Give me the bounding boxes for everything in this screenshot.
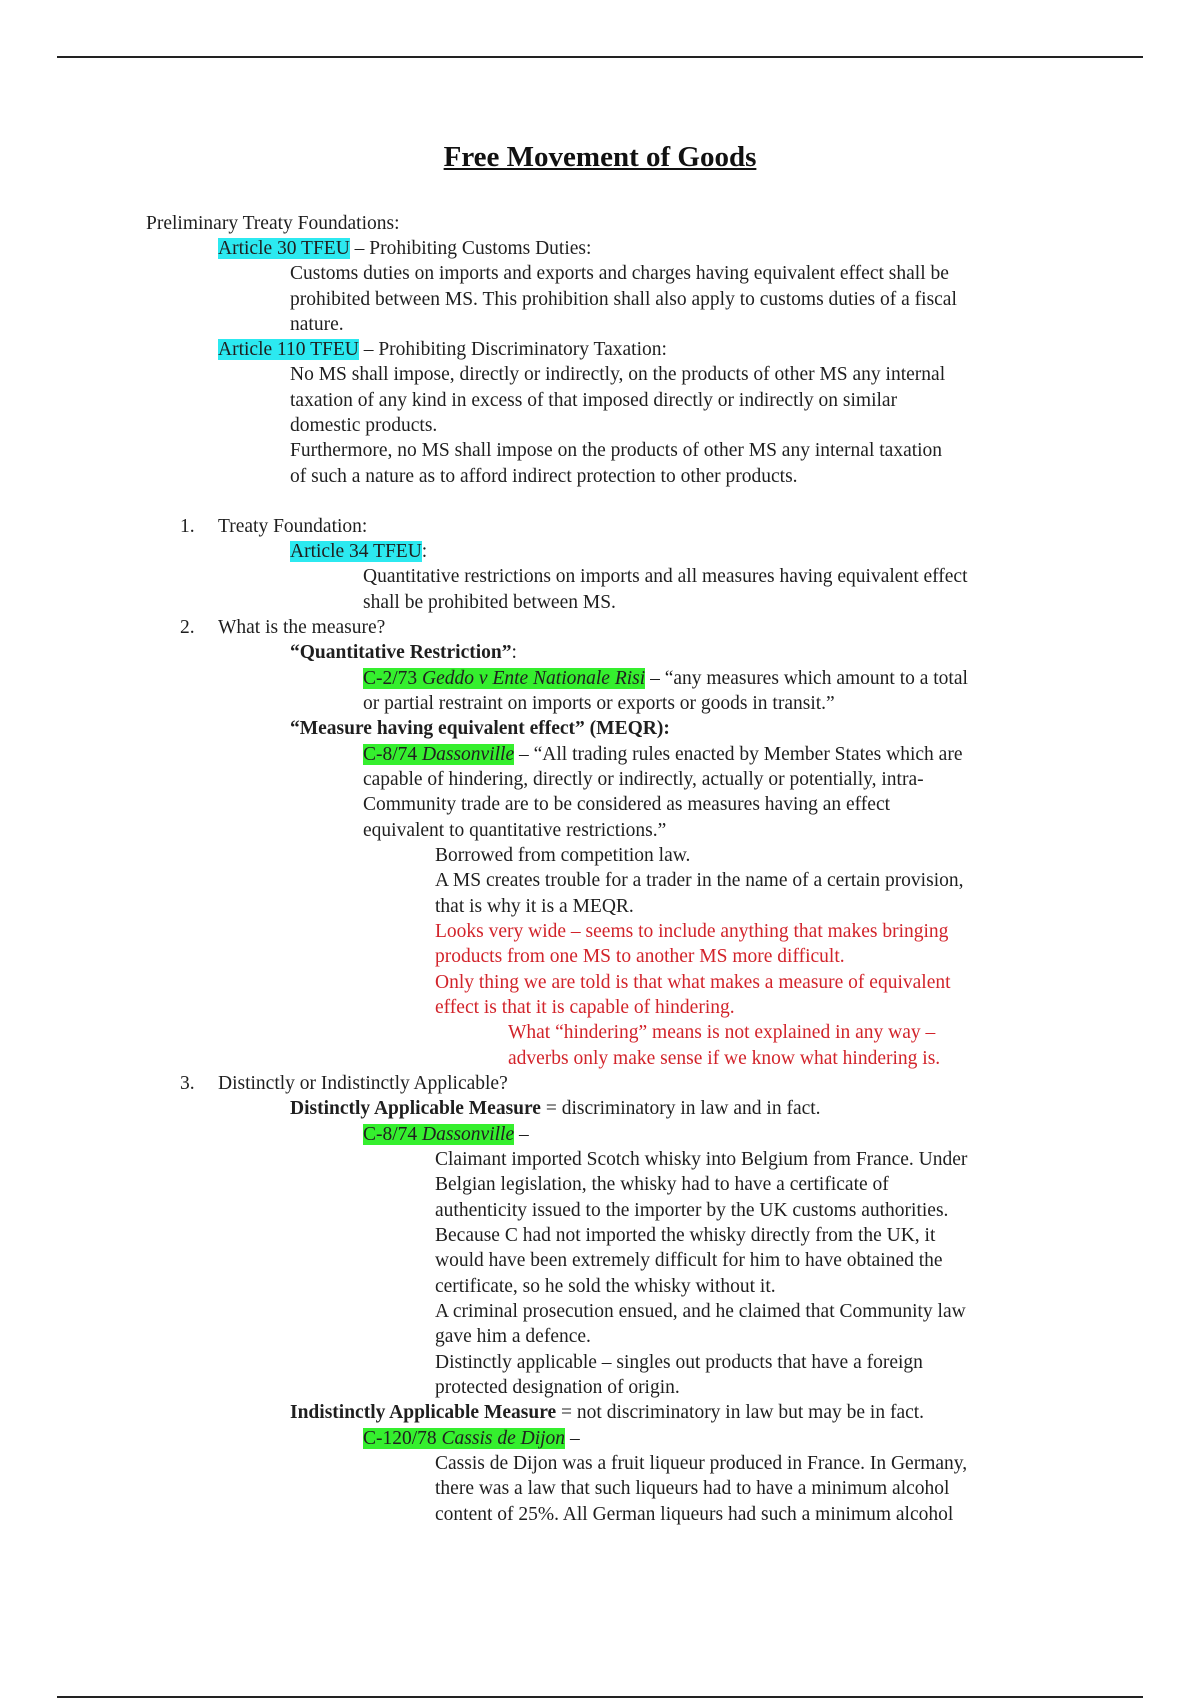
geddo-case-name: Geddo v Ente Nationale Risi bbox=[422, 668, 646, 689]
article-110-ref: Article 110 TFEU bbox=[218, 339, 359, 360]
geddo-case-number: C-2/73 bbox=[363, 668, 418, 689]
dassonville-fact-1: Claimant imported Scotch whisky into Belgium from France. Under bbox=[435, 1149, 968, 1170]
dassonville-fact-5: would have been extremely difficult for him to have obtained the bbox=[435, 1250, 943, 1271]
article-30-ref: Article 30 TFEU bbox=[218, 238, 350, 259]
section-3-number: 3. bbox=[180, 1073, 195, 1094]
footer-rule bbox=[57, 1696, 1143, 1698]
meqr-heading bbox=[290, 716, 670, 741]
article-110-text-4: Furthermore, no MS shall impose on the products of other MS any internal taxation bbox=[290, 440, 943, 461]
dassonville-fact-10: protected designation of origin. bbox=[435, 1377, 680, 1398]
dam-def: = discriminatory in law and in fact. bbox=[540, 1098, 821, 1119]
article-110-label: – Prohibiting Discriminatory Taxation: bbox=[358, 339, 667, 360]
dassonville-def-line bbox=[363, 742, 962, 767]
qr-colon: : bbox=[511, 642, 517, 663]
geddo-text-2: or partial restraint on imports or exports or goods in transit.” bbox=[363, 693, 835, 714]
section-1-number: 1. bbox=[180, 516, 195, 537]
cassis-case-number: C-120/78 bbox=[363, 1428, 437, 1449]
article-110-text-1: No MS shall impose, directly or indirectly, on the products of other MS any internal bbox=[290, 364, 946, 385]
dassonville-case-number-2: C-8/74 bbox=[363, 1124, 418, 1145]
article-34-line bbox=[290, 539, 427, 564]
iam-line bbox=[290, 1400, 924, 1425]
header-rule bbox=[57, 56, 1143, 58]
article-30-line bbox=[218, 236, 591, 261]
dassonville-fact-7: A criminal prosecution ensued, and he claimed that Community law bbox=[435, 1301, 966, 1322]
cassis-dash: – bbox=[565, 1428, 580, 1449]
red-note-4: effect is that it is capable of hindering. bbox=[435, 997, 735, 1018]
article-30-text-3: nature. bbox=[290, 314, 344, 335]
dassonville-fact-4: Because C had not imported the whisky directly from the UK, it bbox=[435, 1225, 936, 1246]
cassis-fact-3: content of 25%. All German liqueurs had such a minimum alcohol bbox=[435, 1504, 954, 1525]
cassis-fact-2: there was a law that such liqueurs had to have a minimum alcohol bbox=[435, 1478, 950, 1499]
article-30-label: – Prohibiting Customs Duties: bbox=[349, 238, 592, 259]
cassis-case-name: Cassis de Dijon bbox=[441, 1428, 566, 1449]
dassonville-def-1: – “All trading rules enacted by Member States which are bbox=[514, 744, 963, 765]
dassonville-fact-9: Distinctly applicable – singles out products that have a foreign bbox=[435, 1352, 923, 1373]
dassonville-dash: – bbox=[514, 1124, 529, 1145]
geddo-case-ref bbox=[363, 668, 645, 689]
dassonville-case-ref bbox=[363, 744, 514, 765]
dassonville-def-3: Community trade are to be considered as measures having an effect bbox=[363, 794, 891, 815]
dassonville-case-number: C-8/74 bbox=[363, 744, 418, 765]
article-30-text-1: Customs duties on imports and exports and charges having equivalent effect shall be bbox=[290, 263, 949, 284]
dassonville-fact-2: Belgian legislation, the whisky had to have a certificate of bbox=[435, 1174, 889, 1195]
red-note-3: Only thing we are told is that what makes a measure of equivalent bbox=[435, 972, 951, 993]
red-note-1: Looks very wide – seems to include anything that makes bringing bbox=[435, 921, 949, 942]
dassonville-def-2: capable of hindering, directly or indirectly, actually or potentially, intra- bbox=[363, 769, 924, 790]
iam-def: = not discriminatory in law but may be in fact. bbox=[556, 1402, 925, 1423]
red-subnote-2: adverbs only make sense if we know what hindering is. bbox=[508, 1048, 941, 1069]
article-110-text-5: of such a nature as to afford indirect protection to other products. bbox=[290, 466, 798, 487]
dam-line bbox=[290, 1096, 821, 1121]
dassonville-case-ref-2 bbox=[363, 1124, 514, 1145]
dassonville-fact-8: gave him a defence. bbox=[435, 1326, 591, 1347]
geddo-line bbox=[363, 666, 968, 691]
dam-label: Distinctly Applicable Measure bbox=[290, 1098, 541, 1119]
note-2: A MS creates trouble for a trader in the name of a certain provision, bbox=[435, 870, 964, 891]
preliminary-heading: Preliminary Treaty Foundations: bbox=[146, 213, 400, 234]
article-34-text-2: shall be prohibited between MS. bbox=[363, 592, 616, 613]
red-note-2: products from one MS to another MS more difficult. bbox=[435, 946, 845, 967]
iam-label: Indistinctly Applicable Measure bbox=[290, 1402, 557, 1423]
qr-heading: “Quantitative Restriction” bbox=[290, 642, 512, 663]
geddo-text-1: – “any measures which amount to a total bbox=[645, 668, 968, 689]
article-34-text-1: Quantitative restrictions on imports and all measures having equivalent effect bbox=[363, 566, 968, 587]
cassis-case-ref bbox=[363, 1428, 565, 1449]
section-1-heading: Treaty Foundation: bbox=[218, 516, 368, 537]
dassonville-facts-line bbox=[363, 1122, 529, 1147]
article-110-text-2: taxation of any kind in excess of that imposed directly or indirectly on similar bbox=[290, 390, 898, 411]
dassonville-def-4: equivalent to quantitative restrictions.” bbox=[363, 820, 667, 841]
article-34-colon: : bbox=[421, 541, 428, 562]
article-30-text-2: prohibited between MS. This prohibition shall also apply to customs duties of a fiscal bbox=[290, 289, 957, 310]
article-110-text-3: domestic products. bbox=[290, 415, 438, 436]
dassonville-case-name-2: Dassonville bbox=[422, 1124, 515, 1145]
page-title: Free Movement of Goods bbox=[443, 141, 757, 173]
section-3-heading: Distinctly or Indistinctly Applicable? bbox=[218, 1073, 508, 1094]
cassis-line bbox=[363, 1426, 580, 1451]
meqr-heading-text: “Measure having equivalent effect” (MEQR): bbox=[290, 718, 670, 739]
dassonville-case-name: Dassonville bbox=[422, 744, 515, 765]
section-2-heading: What is the measure? bbox=[218, 617, 386, 638]
article-34-ref: Article 34 TFEU bbox=[290, 541, 422, 562]
dassonville-fact-3: authenticity issued to the importer by the UK customs authorities. bbox=[435, 1200, 949, 1221]
qr-heading-line bbox=[290, 640, 517, 665]
cassis-fact-1: Cassis de Dijon was a fruit liqueur produced in France. In Germany, bbox=[435, 1453, 968, 1474]
article-110-line bbox=[218, 337, 667, 362]
section-2-number: 2. bbox=[180, 617, 195, 638]
note-3: that is why it is a MEQR. bbox=[435, 896, 634, 917]
dassonville-fact-6: certificate, so he sold the whisky without it. bbox=[435, 1276, 776, 1297]
note-1: Borrowed from competition law. bbox=[435, 845, 691, 866]
red-subnote-1: What “hindering” means is not explained in any way – bbox=[508, 1022, 936, 1043]
